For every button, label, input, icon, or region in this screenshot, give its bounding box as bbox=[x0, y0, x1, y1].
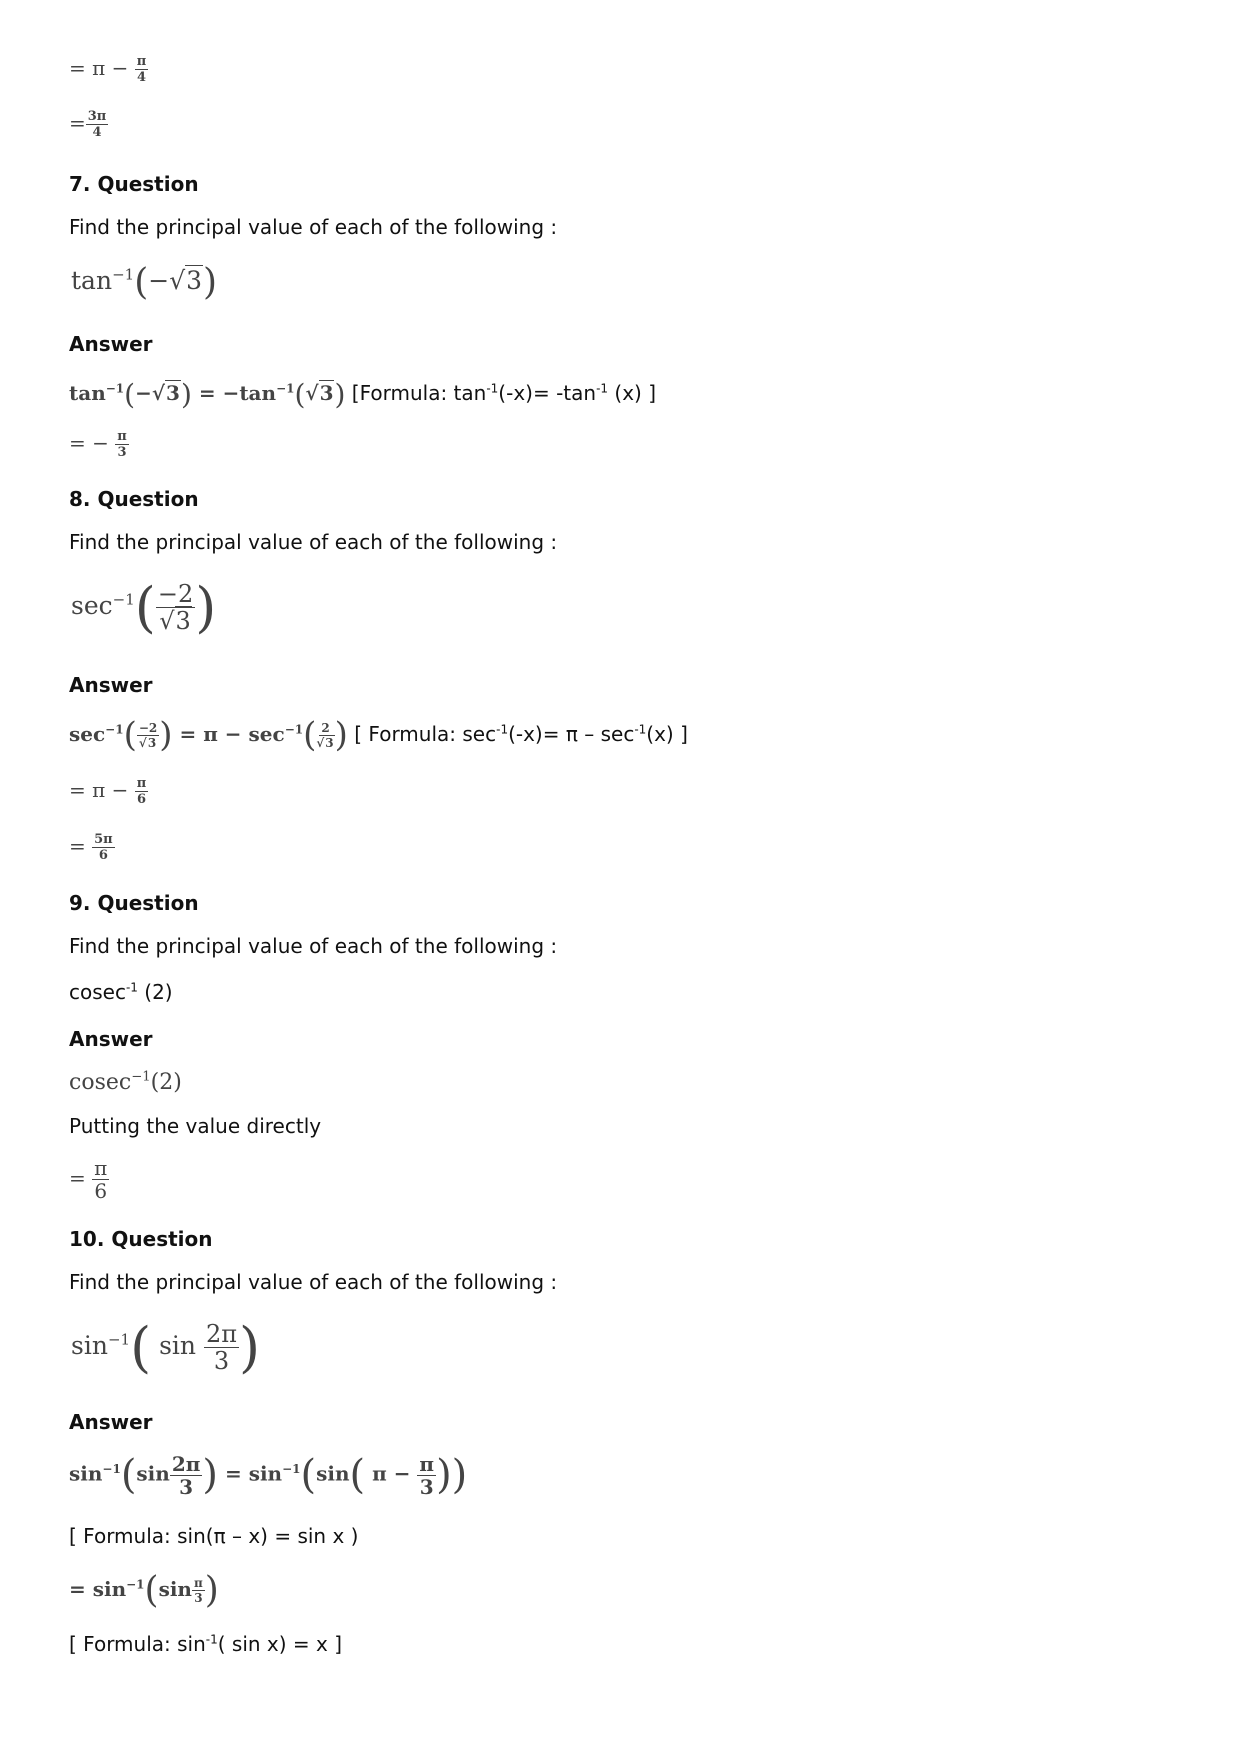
question-10-formula-1: [ Formula: sin(π – x) = sin x ) bbox=[69, 1524, 359, 1548]
question-10-answer-label: Answer bbox=[69, 1410, 153, 1434]
question-8-step-2: = $\frac{5\pi}{6}$ bbox=[69, 832, 113, 863]
question-10-step: = $\sin^{-1}(\sin$ $\frac{\pi}{3}$ ) bbox=[69, 1570, 219, 1611]
question-9-heading: 9. Question bbox=[69, 891, 199, 915]
question-9-answer-expression: cosec$^{-1}$(2) bbox=[69, 1069, 182, 1095]
math-line-3pi-over-4: = $\frac{3\pi}{4}$ bbox=[69, 109, 107, 140]
question-10-prompt: Find the principal value of each of the following : bbox=[69, 1270, 558, 1294]
question-10-formula-2: [ Formula: $\sin^{-1}$( sin x) = x ] bbox=[69, 1632, 343, 1656]
question-9-prompt: Find the principal value of each of the following : bbox=[69, 934, 558, 958]
question-7-answer-label: Answer bbox=[69, 332, 153, 356]
question-7-prompt: Find the principal value of each of the following : bbox=[69, 215, 558, 239]
question-9-note: Putting the value directly bbox=[69, 1114, 322, 1138]
question-10-expression: $\sin^{-1}$( sin $\frac{2\pi}{3}$ ) bbox=[71, 1316, 261, 1379]
question-7-expression: $\tan^{-1}(-√3)$ bbox=[71, 262, 218, 303]
question-8-heading: 8. Question bbox=[69, 487, 199, 511]
question-9-answer-label: Answer bbox=[69, 1027, 153, 1051]
question-9-result: = $\frac{\pi}{6}$ bbox=[69, 1156, 108, 1203]
question-8-answer-line: $\sec^{-1}$( $\frac{-2}{√3}$ ) = $\pi - \sec^{-1}$( $\frac{2}{√3}$ ) [ Formula: $\sec^{-1}(-x)= \pi - \sec^{-1}(x)$ ] bbox=[69, 715, 688, 755]
question-9-expression: cosec$^{-1}$ (2) bbox=[69, 980, 173, 1004]
question-8-expression: $\sec^{-1}$( $\frac{-2}{√3}$ ) bbox=[71, 576, 217, 639]
question-8-answer-label: Answer bbox=[69, 673, 153, 697]
question-7-result: = − $\frac{\pi}{3}$ bbox=[69, 429, 127, 460]
math-line-pi-minus-pi-over-4: = π − $\frac{\pi}{4}$ bbox=[69, 54, 147, 85]
question-8-step-1: = π − $\frac{\pi}{6}$ bbox=[69, 776, 147, 807]
question-7-answer-line: $\tan^{-1}(-√3) = -\tan^{-1}(√3)$ [Formula: $\tan^{-1}(-x)= -\tan^{-1}$ (x) ] bbox=[69, 378, 656, 411]
question-7-heading: 7. Question bbox=[69, 172, 199, 196]
question-10-heading: 10. Question bbox=[69, 1227, 213, 1251]
question-10-answer-line: $\sin^{-1}(\sin$ $\frac{2\pi}{3}$ ) = $\sin^{-1}(\sin$( π − $\frac{\pi}{3}$ )) bbox=[69, 1451, 468, 1499]
question-8-prompt: Find the principal value of each of the following : bbox=[69, 530, 558, 554]
